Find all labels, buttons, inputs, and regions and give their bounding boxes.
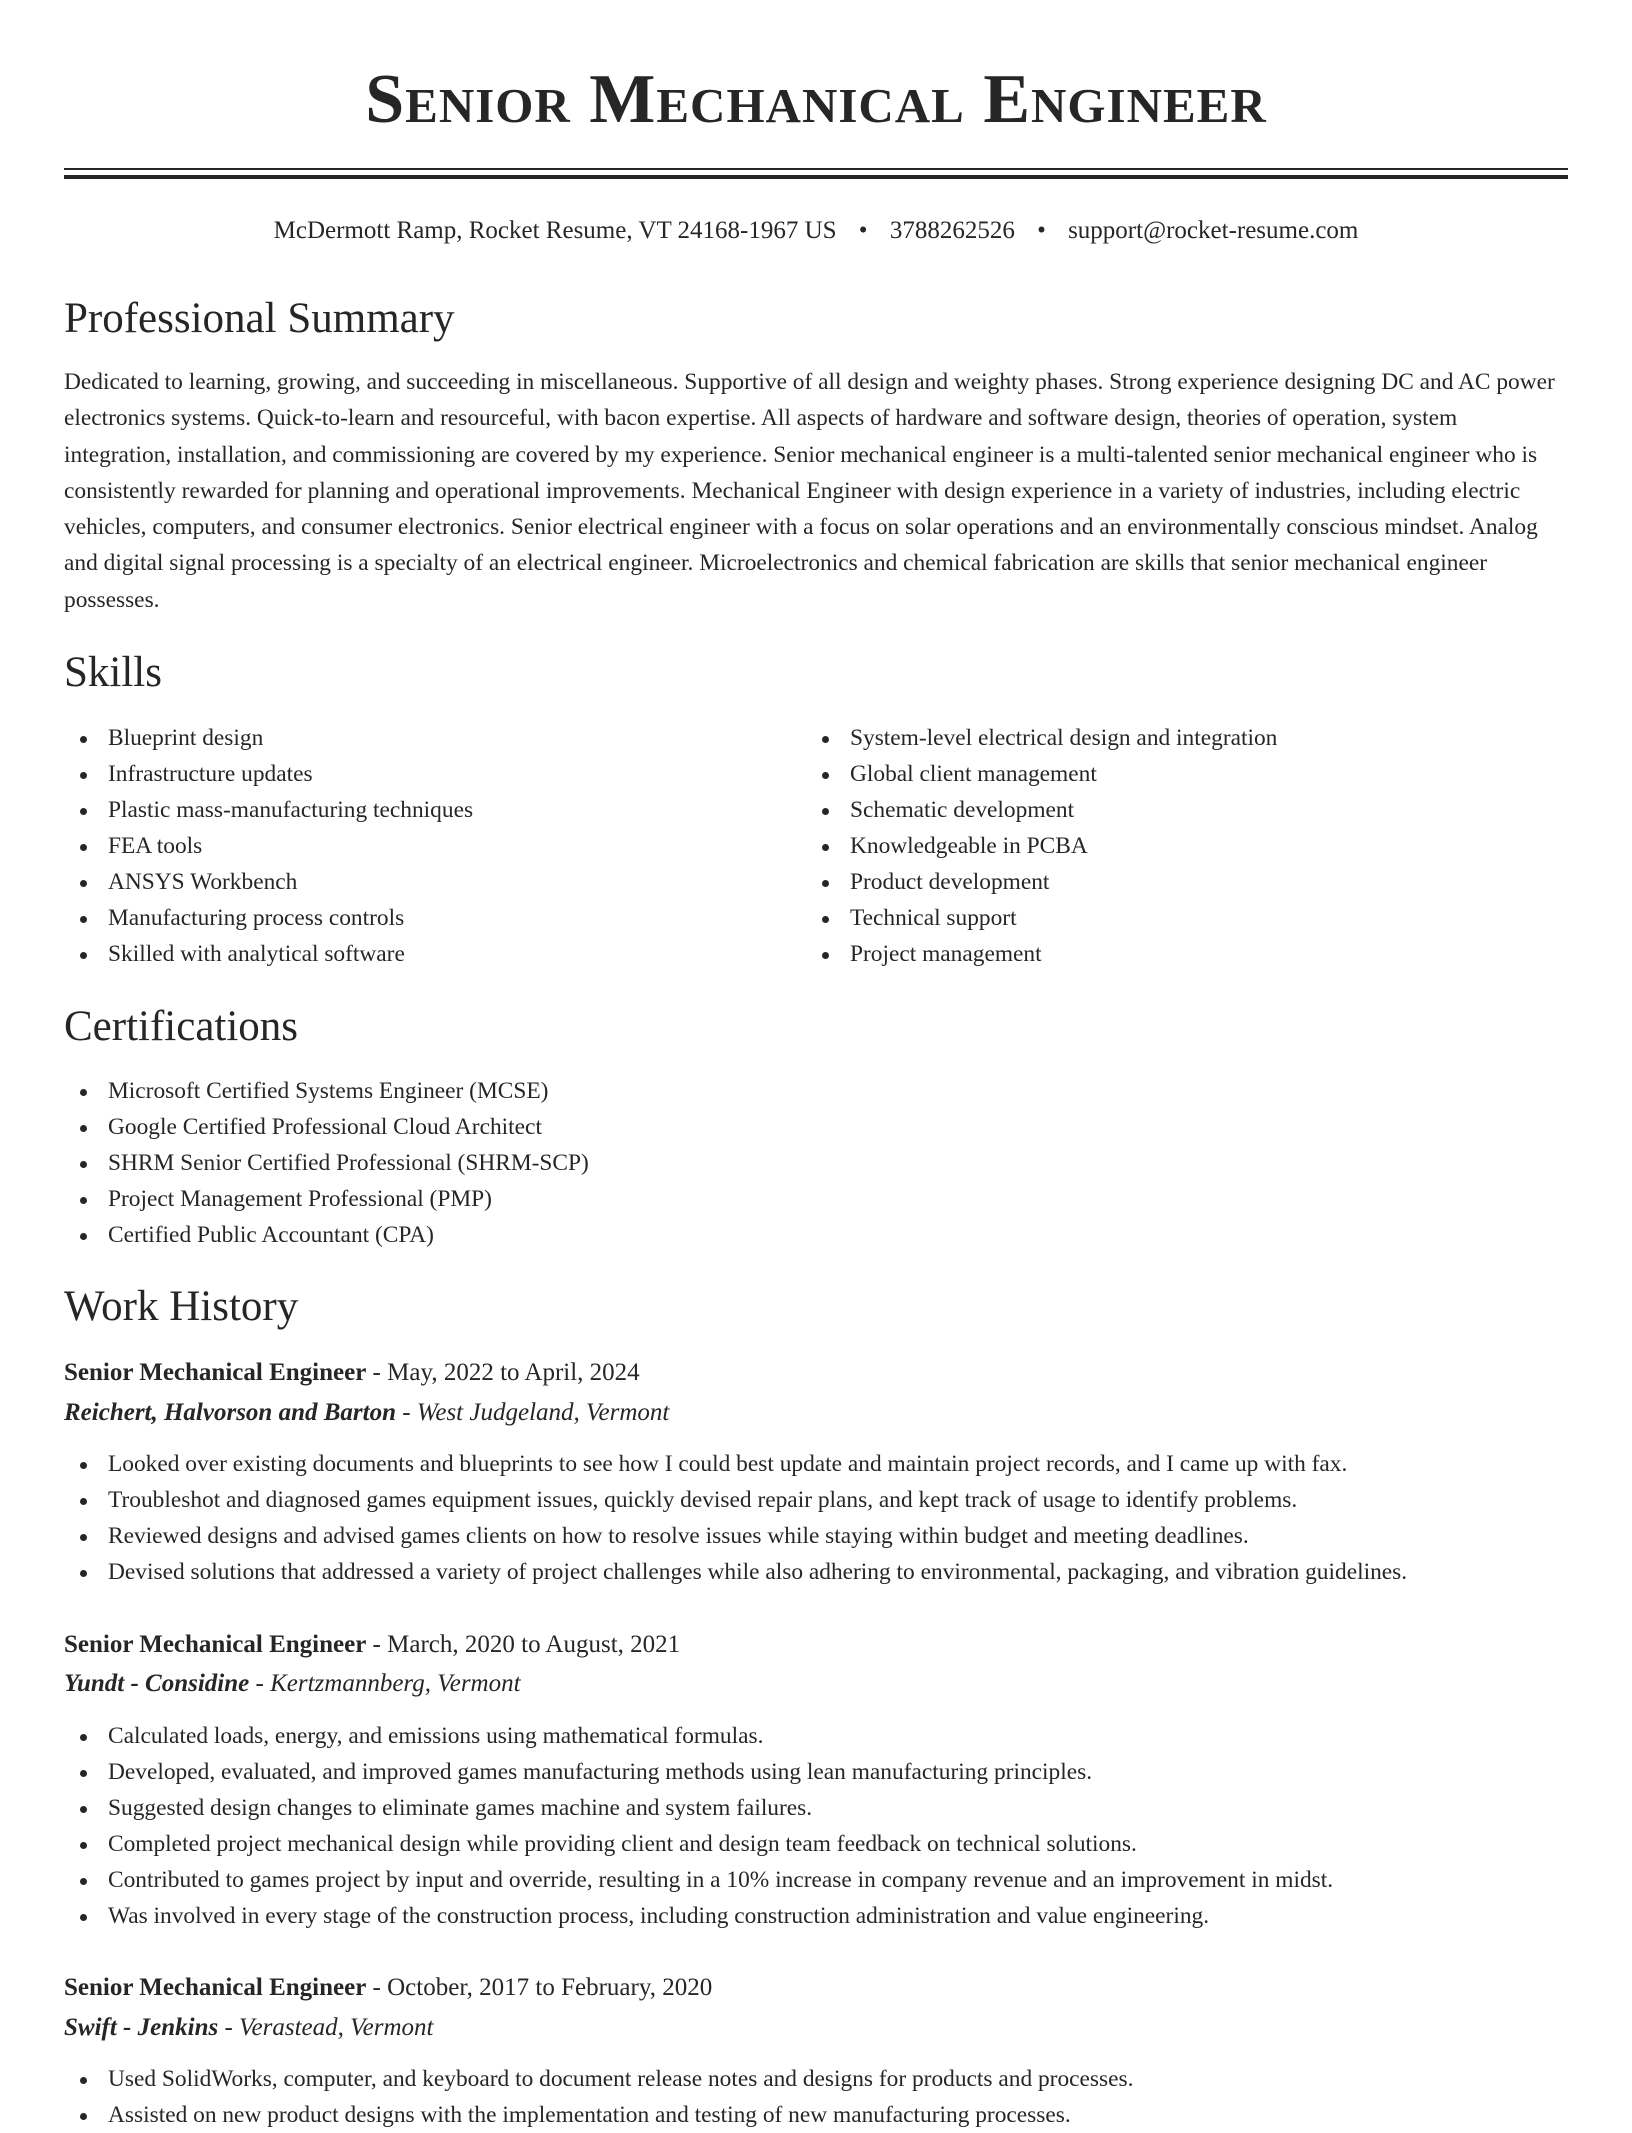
job-bullet: Completed project mechanical design while providing client and design team feedback on technical solutions.: [64, 1826, 1568, 1862]
job-company-line: [64, 1665, 521, 1703]
job-bullet: Assisted on new product designs with the implementation and testing of new manufacturing processes.: [64, 2097, 1568, 2133]
skill-item: Project management: [806, 936, 1566, 972]
job-bullet: Troubleshot and diagnosed games equipment issues, quickly devised repair plans, and kept track of usage to identify problems.: [64, 1482, 1568, 1518]
certification-item: Microsoft Certified Systems Engineer (MCSE): [64, 1073, 1568, 1109]
job-bullets: [64, 2061, 1568, 2133]
job-bullet: Looked over existing documents and blueprints to see how I could best update and maintain project records, and I came up with fax.: [64, 1446, 1568, 1482]
skill-item: Knowledgeable in PCBA: [806, 828, 1566, 864]
job-bullet: Was involved in every stage of the construction process, including construction administration and value engineering.: [64, 1898, 1568, 1934]
job-bullets: [64, 1446, 1568, 1590]
certifications-heading: Certifications: [64, 1003, 299, 1050]
skill-item: Manufacturing process controls: [64, 900, 804, 936]
job-dates: - March, 2020 to August, 2021: [366, 1631, 681, 1658]
job-title-line: [64, 1354, 640, 1392]
skill-item: Global client management: [806, 756, 1566, 792]
job-company: Reichert, Halvorson and Barton: [64, 1399, 396, 1426]
job-title-line: [64, 1626, 680, 1664]
job-location: - Kertzmannberg, Vermont: [249, 1670, 521, 1697]
job-location: - Verastead, Vermont: [218, 2014, 434, 2041]
skill-item: Schematic development: [806, 792, 1566, 828]
job-bullet: Used SolidWorks, computer, and keyboard to document release notes and designs for products and processes.: [64, 2061, 1568, 2097]
contact-address: McDermott Ramp, Rocket Resume, VT 24168-1967 US: [273, 217, 837, 244]
skill-item: Plastic mass-manufacturing techniques: [64, 792, 804, 828]
job-bullets: [64, 1718, 1568, 1934]
job-bullet: Reviewed designs and advised games clients on how to resolve issues while staying within budget and meeting deadlines.: [64, 1518, 1568, 1554]
job-position: Senior Mechanical Engineer: [64, 1631, 367, 1658]
work-history-heading: Work History: [64, 1283, 299, 1330]
skill-item: Product development: [806, 864, 1566, 900]
job-company-line: [64, 1394, 669, 1432]
job-location: - West Judgeland, Vermont: [396, 1399, 670, 1426]
skill-item: ANSYS Workbench: [64, 864, 804, 900]
skill-item: Infrastructure updates: [64, 756, 804, 792]
title-rule-thin: [64, 168, 1568, 170]
job-bullet: Devised solutions that addressed a variety of project challenges while also adhering to environmental, packaging, and vibration guidelines.: [64, 1554, 1568, 1590]
skill-item: FEA tools: [64, 828, 804, 864]
job-company: Yundt - Considine: [64, 1670, 250, 1697]
job-bullet: Developed, evaluated, and improved games manufacturing methods using lean manufacturing principles.: [64, 1754, 1568, 1790]
job-company: Swift - Jenkins: [64, 2014, 219, 2041]
title-rule-thick: [64, 175, 1568, 179]
skill-item: Blueprint design: [64, 720, 804, 756]
summary-heading: Professional Summary: [64, 295, 455, 342]
contact-line: [64, 212, 1568, 250]
contact-separator: •: [858, 217, 868, 244]
job-dates: - May, 2022 to April, 2024: [366, 1359, 640, 1386]
skills-list-left: [64, 720, 804, 972]
summary-text: Dedicated to learning, growing, and succeeding in miscellaneous. Supportive of all design and weighty phases. Strong experience designing DC and AC power electronics systems. Quick-to-learn and resourceful, with bacon expertise. All aspects of hardware and software design, theories of operation, system integration, installation, and commissioning are covered by my experience. Senior mechanical engineer is a multi-talented senior mechanical engineer who is consistently rewarded for planning and operational improvements. Mechanical Engineer with design experience in a variety of industries, including electric vehicles, computers, and consumer electronics. Senior electrical engineer with a focus on solar operations and an environmentally conscious mindset. Analog and digital signal processing is a specialty of an electrical engineer. Microelectronics and chemical fabrication are skills that senior mechanical engineer possesses.: [64, 369, 1555, 613]
job-position: Senior Mechanical Engineer: [64, 1359, 367, 1386]
certification-item: Google Certified Professional Cloud Architect: [64, 1109, 1568, 1145]
job-company-line: [64, 2009, 433, 2047]
job-position: Senior Mechanical Engineer: [64, 1974, 367, 2001]
contact-separator: •: [1037, 217, 1046, 244]
job-title-line: [64, 1969, 712, 2007]
contact-email: support@rocket-resume.com: [1068, 217, 1359, 244]
contact-phone: 3788262526: [889, 217, 1015, 244]
job-bullet: Suggested design changes to eliminate games machine and system failures.: [64, 1790, 1568, 1826]
skill-item: Skilled with analytical software: [64, 936, 804, 972]
certification-item: SHRM Senior Certified Professional (SHRM-SCP): [64, 1145, 1568, 1181]
certification-item: Certified Public Accountant (CPA): [64, 1217, 1568, 1253]
certifications-list: [64, 1073, 1568, 1253]
skills-list-right: [806, 720, 1566, 972]
job-bullet: Calculated loads, energy, and emissions using mathematical formulas.: [64, 1718, 1568, 1754]
skill-item: System-level electrical design and integration: [806, 720, 1566, 756]
resume-title: Senior Mechanical Engineer: [365, 61, 1267, 138]
skills-heading: Skills: [64, 649, 162, 696]
certification-item: Project Management Professional (PMP): [64, 1181, 1568, 1217]
job-dates: - October, 2017 to February, 2020: [366, 1974, 713, 2001]
job-bullet: Contributed to games project by input and override, resulting in a 10% increase in company revenue and an improvement in midst.: [64, 1862, 1568, 1898]
skill-item: Technical support: [806, 900, 1566, 936]
